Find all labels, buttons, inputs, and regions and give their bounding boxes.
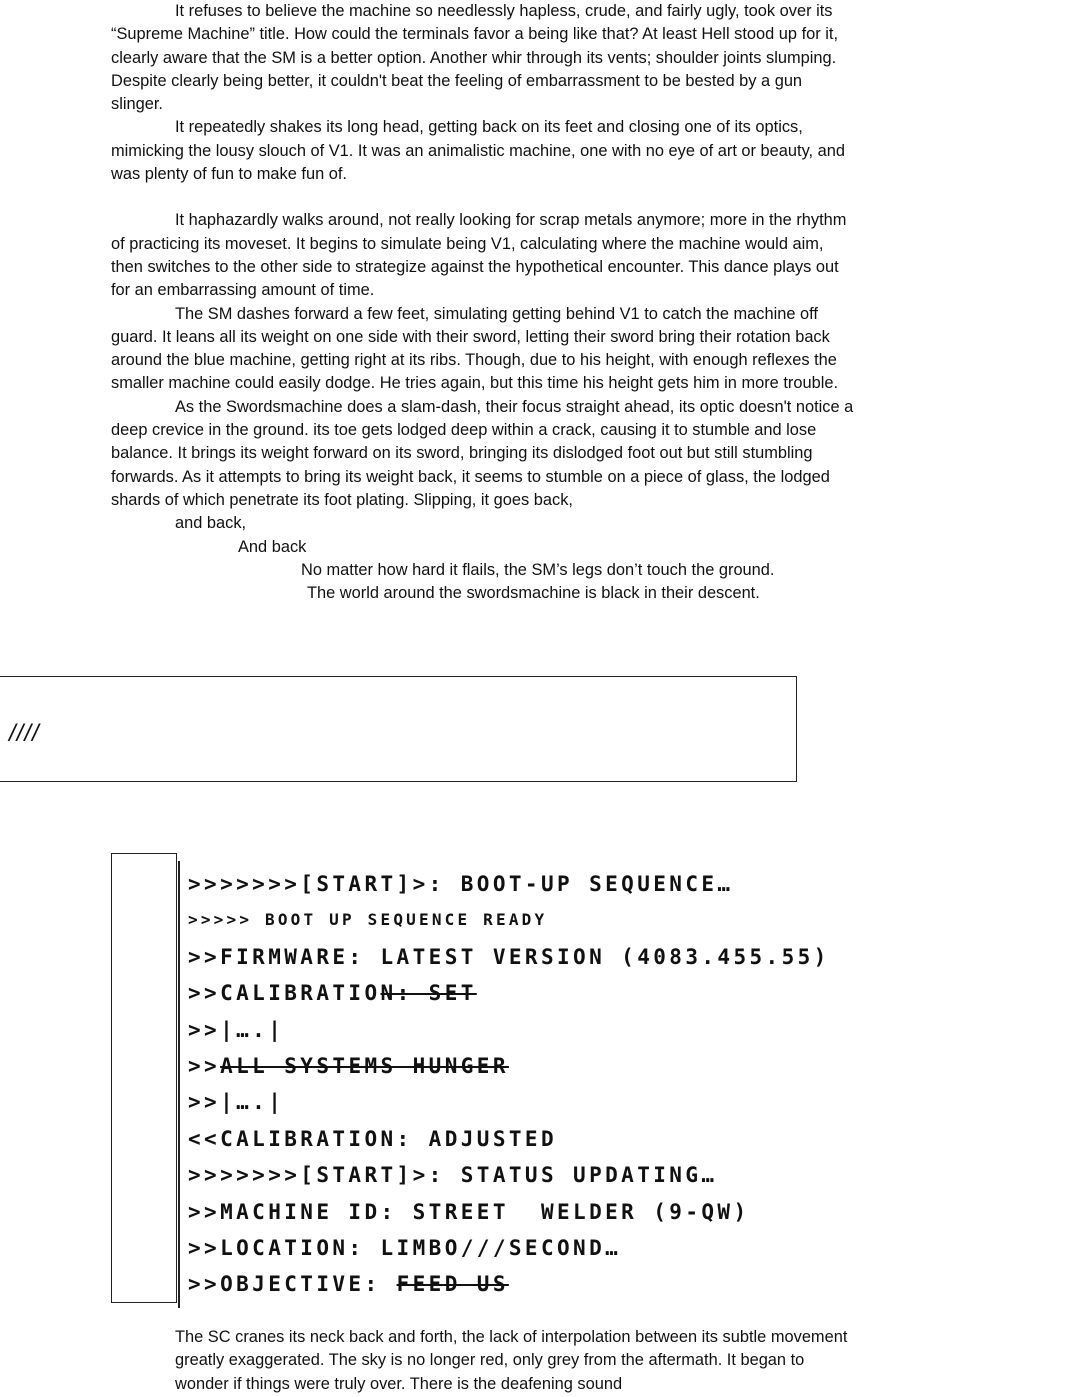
paragraph: It repeatedly shakes its long head, getting back on its feet and closing one of its optics, mimicking the lousy slouch of V1. It was an animalistic machine, one with no eye of art or beauty, and was plenty of fun to make fun of.	[111, 118, 846, 184]
paragraph: It haphazardly walks around, not really looking for scrap metals anymore; more in the rhythm of practicing its moveset. It begins to simulate being V1, calculating where the machine would aim, then switches to the other side to strategize against the hypothetical encounter. This dance plays out for an embarrassing amount of time.	[111, 211, 847, 300]
closing-prose	[175, 1326, 855, 1396]
terminal-line-prefix: >>CALIBRATIO	[188, 981, 381, 1006]
terminal-line-prefix: >>	[188, 1053, 221, 1078]
terminal-line: >>FIRMWARE: LATEST VERSION (4083.455.55)	[188, 944, 830, 969]
scene-break-mark: ////	[9, 720, 40, 747]
terminal-line: >>MACHINE ID: STREET WELDER (9-QW)	[188, 1199, 750, 1224]
terminal-line: >>>>>>>[START]>: STATUS UPDATING…	[188, 1163, 718, 1188]
scene-divider-box	[0, 676, 797, 782]
paragraph: It refuses to believe the machine so needlessly hapless, crude, and fairly ugly, took over its “Supreme Machine” title. How could the terminals favor a being like that? At least Hell stood up for it, clearly aware that the SM is a better option. Another whir through its vents; shoulder joints slumping. Despite clearly being better, it couldn't beat the feeling of embarrassment to be bested by a gun slinger.	[111, 2, 839, 114]
paragraph: The SM dashes forward a few feet, simulating getting behind V1 to catch the machine off guard. It leans all its weight on one side with their sword, letting their sword bring their rotation back around the blue machine, getting right at its ribs. Though, due to his height, with enough reflexes the smaller machine could easily dodge. He tries again, but this time his height gets him in more trouble.	[111, 304, 839, 393]
terminal-line: >>>>>>>[START]>: BOOT-UP SEQUENCE…	[188, 872, 734, 896]
terminal-line-prefix: >>OBJECTIVE:	[188, 1272, 397, 1297]
terminal-log	[188, 866, 830, 1303]
falling-line: And back	[238, 537, 307, 556]
falling-line: and back,	[175, 514, 247, 533]
falling-line: The world around the swordsmachine is black in their descent.	[307, 584, 760, 603]
falling-line: No matter how hard it flails, the SM’s legs don’t touch the ground.	[301, 560, 775, 579]
terminal-rule	[178, 861, 180, 1308]
struck-text: FEED US	[396, 1272, 509, 1297]
terminal-line	[188, 1266, 830, 1302]
terminal-line: <<CALIBRATION: ADJUSTED	[188, 1126, 557, 1151]
terminal-line: >>LOCATION: LIMBO///SECOND…	[188, 1235, 622, 1260]
terminal-frame	[111, 853, 177, 1303]
paragraph: The SC cranes its neck back and forth, the lack of interpolation between its subtle movement greatly exaggerated. The sky is no longer red, only grey from the aftermath. It began to wonder if things were truly over. There is the deafening sound	[175, 1328, 848, 1393]
terminal-line: >>|….|	[188, 1017, 285, 1042]
terminal-line	[188, 1048, 830, 1084]
paragraph: As the Swordsmachine does a slam-dash, their focus straight ahead, its optic doesn't notice a deep crevice in the ground. its toe gets lodged deep within a crack, causing it to stumble and lose balance. It brings its weight forward on its sword, bringing its dislodged foot out but still stumbling forwards. As it attempts to bring its weight back, it seems to stumble on a piece of glass, the lodged shards of which penetrate its foot plating. Slipping, it goes back,	[111, 397, 854, 509]
terminal-line: >>|….|	[188, 1090, 285, 1115]
struck-text: ALL SYSTEMS HUNGER	[220, 1053, 509, 1078]
terminal-line	[188, 975, 830, 1011]
story-prose	[111, 0, 856, 605]
struck-text: N: SET	[380, 981, 477, 1006]
paragraph-gap	[111, 186, 856, 209]
terminal-line: >>>>> BOOT UP SEQUENCE READY	[188, 910, 548, 930]
